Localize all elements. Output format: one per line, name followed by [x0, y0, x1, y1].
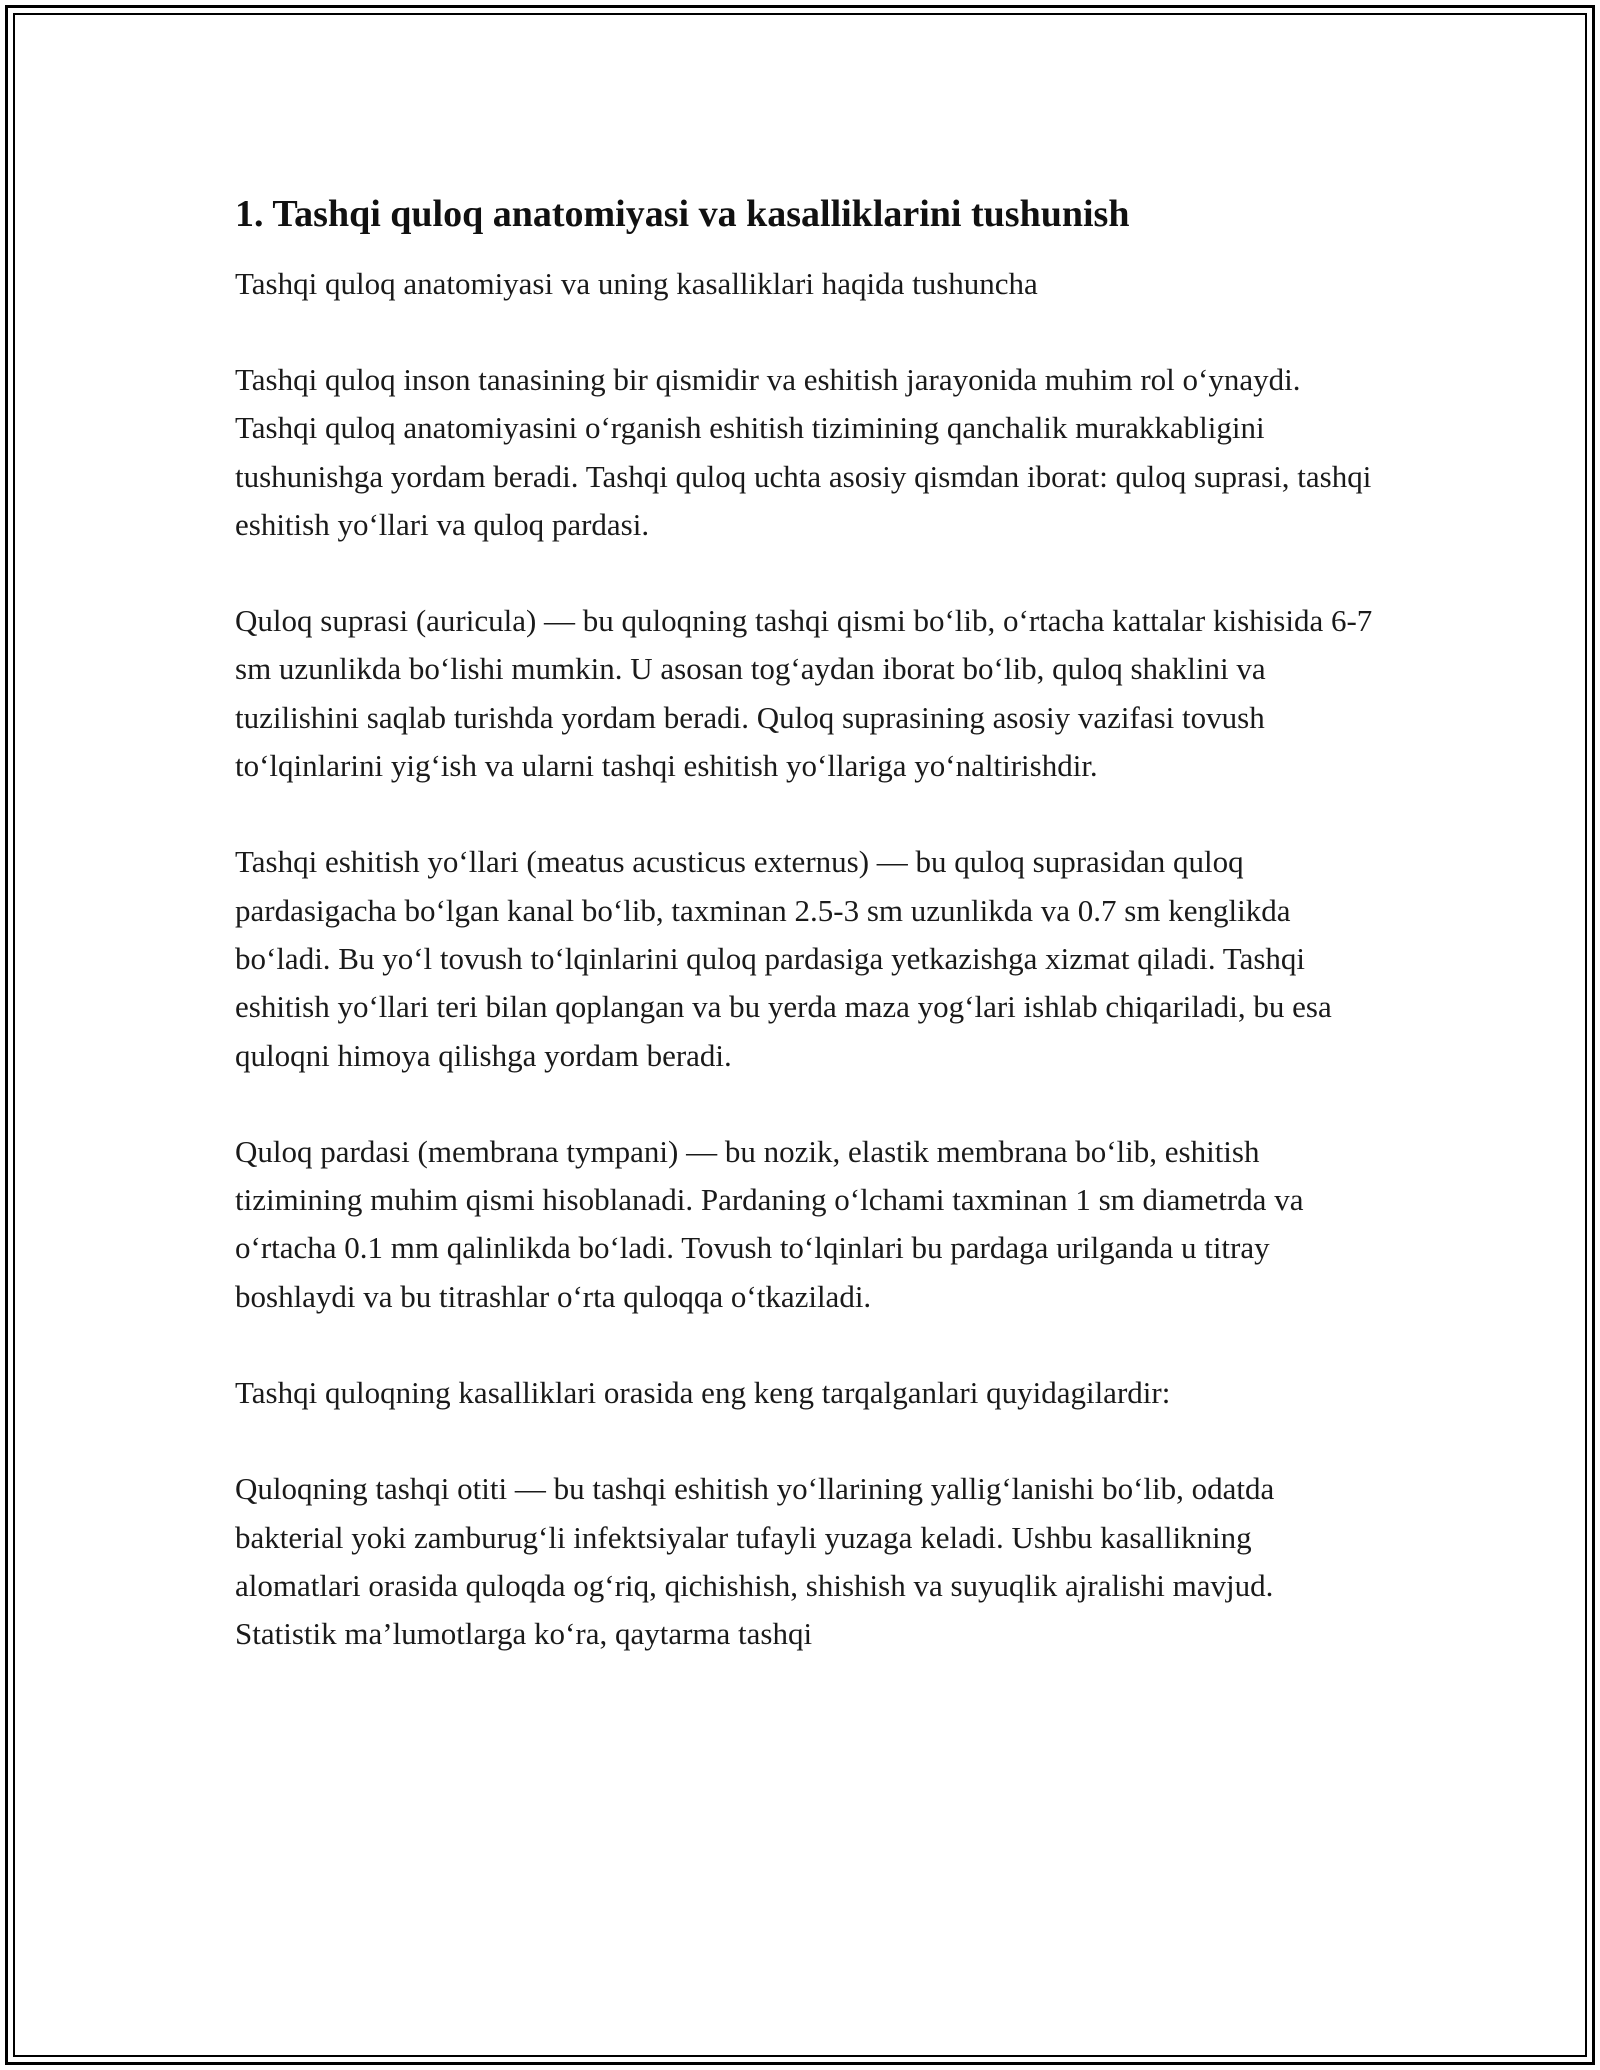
document-heading: 1. Tashqi quloq anatomiyasi va kasalliklarini tushunish: [235, 193, 1130, 235]
paragraph-meatus: Tashqi eshitish yo‘llari (meatus acusticus externus) — bu quloq suprasidan quloq pardasigacha bo‘lgan kanal bo‘lib, taxminan 2.5-3 sm uzunlikda va 0.7 sm kenglikda bo‘ladi. Bu yo‘l tovush to‘lqinlarini quloq pardasiga yetkazishga xizmat qiladi. Tashqi eshitish yo‘llari teri bilan qoplangan va bu yerda maza yog‘lari ishlab chiqariladi, bu esa quloqni himoya qilishga yordam beradi.: [235, 844, 1332, 1073]
paragraph-diseases-intro: Tashqi quloqning kasalliklari orasida eng keng tarqalganlari quyidagilardir:: [235, 1375, 1171, 1411]
document-subheading: Tashqi quloq anatomiyasi va uning kasalliklari haqida tushuncha: [235, 266, 1038, 301]
paragraph-otitis: Quloqning tashqi otiti — bu tashqi eshitish yo‘llarining yallig‘lanishi bo‘lib, odatda bakterial yoki zamburug‘li infektsiyalar tufayli yuzaga keladi. Ushbu kasallikning alomatlari orasida quloqda og‘riq, qichishish, shishish va suyuqlik ajralishi mavjud. Statistik ma’lumotlarga ko‘ra, qaytarma tashqi: [235, 1471, 1275, 1652]
paragraph-membrana: Quloq pardasi (membrana tympani) — bu nozik, elastik membrana bo‘lib, eshitish tizimining muhim qismi hisoblanadi. Pardaning o‘lchami taxminan 1 sm diametrda va o‘rtacha 0.1 mm qalinlikda bo‘ladi. Tovush to‘lqinlari bu pardaga urilganda u titray boshlaydi va bu titrashlar o‘rta quloqqa o‘tkaziladi.: [235, 1133, 1304, 1314]
paragraph-intro: Tashqi quloq inson tanasining bir qismidir va eshitish jarayonida muhim rol o‘ynaydi. Tashqi quloq anatomiyasini o‘rganish eshitish tizimining qanchalik murakkabligini tushunishga yordam beradi. Tashqi quloq uchta asosiy qismdan iborat: quloq suprasi, tashqi eshitish yo‘llari va quloq pardasi.: [235, 362, 1372, 542]
paragraph-auricula: Quloq suprasi (auricula) — bu quloqning tashqi qismi bo‘lib, o‘rtacha kattalar kishisida 6-7 sm uzunlikda bo‘lishi mumkin. U asosan tog‘aydan iborat bo‘lib, quloq shaklini va tuzilishini saqlab turishda yordam beradi. Quloq suprasining asosiy vazifasi tovush to‘lqinlarini yig‘ish va ularni tashqi eshitish yo‘llariga yo‘naltirishdir.: [235, 603, 1373, 784]
document-body: [235, 186, 1375, 1659]
